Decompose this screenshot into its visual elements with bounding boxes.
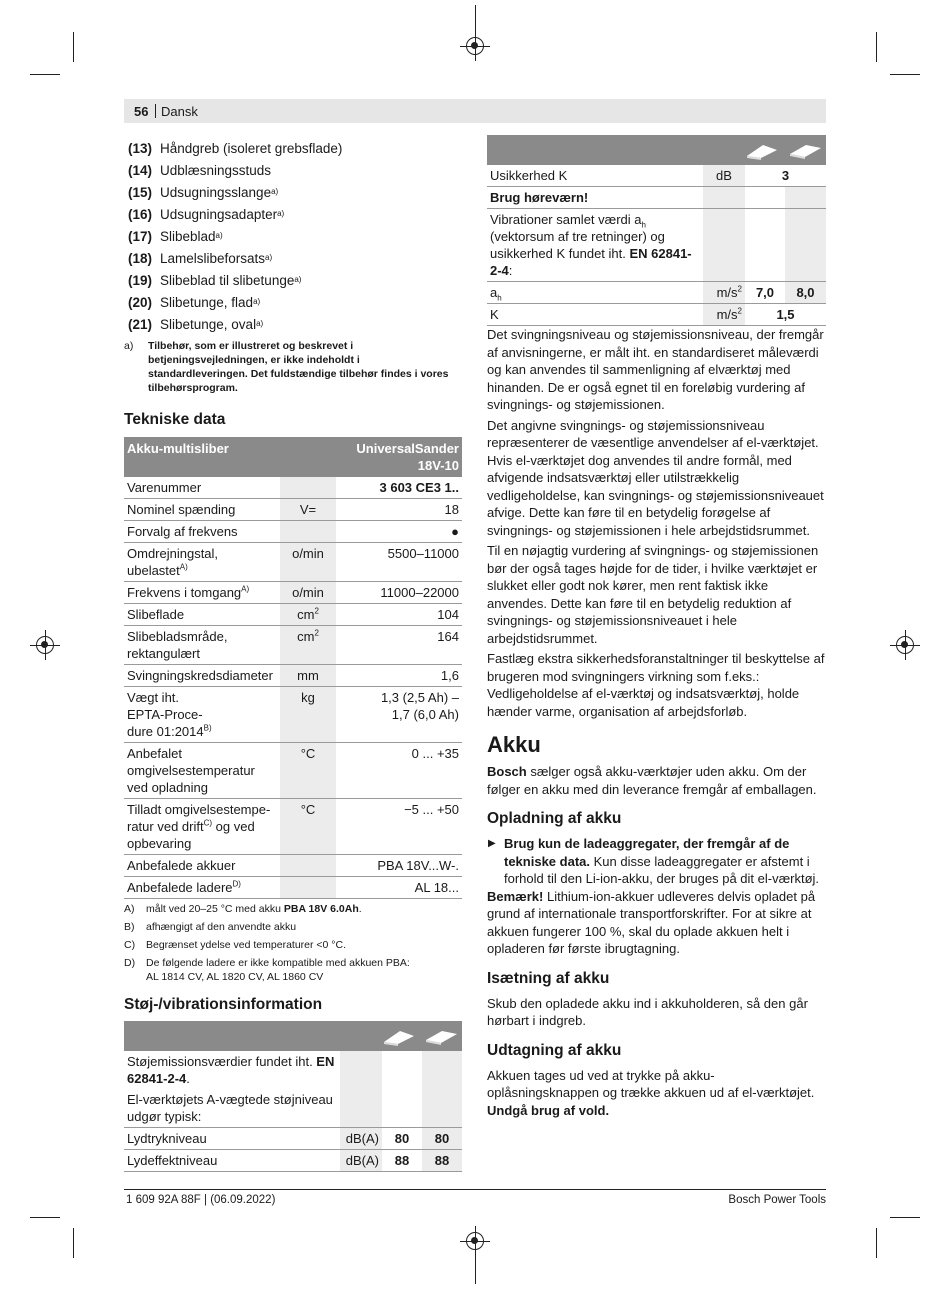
part-number: (19) xyxy=(128,272,153,288)
sanding-pad-rect-icon xyxy=(424,1028,458,1046)
row-unit: o/min xyxy=(280,582,336,604)
table-row xyxy=(124,877,462,899)
table-row xyxy=(487,282,826,304)
paragraph: Skub den opladede akku ind i akkuholderen, så den går hørbart i indgreb. xyxy=(487,995,808,1028)
table-row xyxy=(124,626,462,665)
footnote-text: Tilbehør, som er illustreret og beskrevet i betjeningsvejledningen, er ikke indeholdt i standardleveringen. Det fuldstændige tilbehør findes i vores tilbehørsprogram. xyxy=(148,340,449,394)
row-value: 5500–11000 xyxy=(336,543,462,582)
paragraph-text: sælger også akku-værktøjer uden akku. Om der følger en akku med din leverance fremgår af emballagen. xyxy=(487,764,817,797)
row-label-text: dure 01:2014 xyxy=(127,724,204,739)
row-unit: V= xyxy=(280,499,336,521)
value-cell xyxy=(785,187,826,209)
table-header-row xyxy=(124,437,462,477)
table-row xyxy=(124,582,462,604)
list-item-text xyxy=(504,835,826,888)
note-label: Bemærk! xyxy=(487,888,544,904)
intro-end: . xyxy=(186,1071,190,1086)
noise-table-header xyxy=(124,1021,462,1051)
row-label: Slibeflade xyxy=(124,604,280,626)
row-value xyxy=(336,687,462,743)
value-cell xyxy=(745,187,785,209)
value-cell xyxy=(422,1051,462,1089)
sanding-pad-rect-icon xyxy=(788,142,822,160)
row-label xyxy=(124,687,280,743)
table-row xyxy=(124,855,462,877)
noise-typical: El-værktøjets A-vægtede støjniveau udgør typisk: xyxy=(124,1089,340,1128)
ah-label: a xyxy=(490,285,498,300)
footnote-text-part: målt ved 20–25 °C med akku xyxy=(146,903,284,915)
part-number: (15) xyxy=(128,184,153,200)
intro-bold: EN 62841-2-4 xyxy=(127,1054,335,1086)
note-text: Lithium-ion-akkuer udleveres delvis opladet på grund af internationale transportforskrifter. For at sikre at akkuen fungerer 100 %, skal du oplade akkuen helt i opladeren før første ibrugtagning. xyxy=(487,888,816,956)
row-label: Nominel spænding xyxy=(124,499,280,521)
noise-intro xyxy=(124,1051,340,1089)
registration-mark-icon xyxy=(896,636,914,654)
list-item: (16) Udsugningsadapter a) xyxy=(124,203,462,225)
bullet-text: Kun disse ladeaggregater er afstemt i forhold til den Li-ion-akku, der bruges på dit el-værktøj. xyxy=(504,853,820,886)
row-value: 164 xyxy=(336,626,462,665)
row-label: Forvalg af frekvens xyxy=(124,521,280,543)
footnote-text: afhængigt af den anvendte akku xyxy=(146,921,297,933)
section-heading-noise: Støj-/vibrationsinformation xyxy=(124,996,323,1013)
table-row xyxy=(487,187,826,209)
table-row xyxy=(124,477,462,499)
table-row xyxy=(124,799,462,855)
registration-mark-icon xyxy=(36,636,54,654)
row-value: 0 ... +35 xyxy=(336,743,462,799)
table-row xyxy=(124,743,462,799)
paragraph-text: Akkuen tages ud ved at trykke på akku-oplåsningsknappen og trække akkuen ud af el-værktøjet. xyxy=(487,1067,815,1100)
sanding-pad-delta-icon xyxy=(382,1028,416,1046)
row-unit: kg xyxy=(280,687,336,743)
table-row xyxy=(124,1128,462,1150)
value-cell xyxy=(745,209,785,282)
row-label: Lydeffektniveau xyxy=(124,1150,340,1172)
unit-cell xyxy=(340,1051,382,1089)
footnote-bold: PBA 18V 6.0Ah xyxy=(283,903,359,915)
paragraph xyxy=(487,1067,826,1120)
unit-text: m/s xyxy=(716,307,738,322)
row-label-text: Anbefalede ladere xyxy=(127,880,233,895)
row-value-line: 1,7 (6,0 Ah) xyxy=(391,707,459,722)
unit-cell xyxy=(703,187,745,209)
noise-table xyxy=(124,1051,462,1172)
list-item: (21) Slibetunge, oval a) xyxy=(124,313,462,335)
row-label xyxy=(124,877,280,899)
row-label: Anbefalede akkuer xyxy=(124,855,280,877)
row-value: 88 xyxy=(422,1150,462,1172)
header-language: Dansk xyxy=(161,104,198,119)
paragraph xyxy=(487,888,826,958)
footer-divider xyxy=(124,1189,826,1190)
list-item: (17) Slibeblad a) xyxy=(124,225,462,247)
row-value: 3 603 CE3 1.. xyxy=(336,477,462,499)
row-unit xyxy=(280,521,336,543)
parts-list xyxy=(124,137,462,335)
part-label: Slibeblad xyxy=(160,228,216,244)
section-heading-tech: Tekniske data xyxy=(124,411,226,428)
vib-subscript: h xyxy=(641,220,646,230)
footnote-text xyxy=(146,902,362,916)
row-value: 80 xyxy=(382,1128,422,1150)
row-unit xyxy=(280,877,336,899)
crop-line xyxy=(475,1254,476,1284)
row-unit: dB(A) xyxy=(340,1128,382,1150)
row-unit: o/min xyxy=(280,543,336,582)
row-label xyxy=(124,799,280,855)
sanding-pad-delta-icon xyxy=(745,142,779,160)
value-cell xyxy=(382,1051,422,1089)
table-row xyxy=(124,1150,462,1172)
row-unit xyxy=(280,626,336,665)
row-label-line xyxy=(127,723,277,740)
part-number: (17) xyxy=(128,228,153,244)
brand-name: Bosch xyxy=(487,764,527,779)
footnote xyxy=(124,938,462,952)
part-number: (16) xyxy=(128,206,153,222)
row-value: 11000–22000 xyxy=(336,582,462,604)
crop-mark xyxy=(890,74,920,75)
footnote-text xyxy=(146,956,410,984)
row-value: 18 xyxy=(336,499,462,521)
row-label-text: Tilladt omgivelsestempe- xyxy=(127,802,271,817)
part-label: Udsugningsadapter xyxy=(160,206,278,222)
row-label: Varenummer xyxy=(124,477,280,499)
registration-mark-icon xyxy=(466,1232,484,1250)
unit-text: m/s xyxy=(716,285,738,300)
row-label-text: Frekvens i tomgang xyxy=(127,585,242,600)
unit-exponent: 2 xyxy=(737,306,742,316)
vib-bold: EN 62841-2-4 xyxy=(490,246,692,278)
paragraph: Fastlæg ekstra sikkerhedsforanstaltninger til beskyttelse af brugeren mod svingningers virkning som f.eks.: Vedligeholdelse af el-værktøj og indsatsværktøj, holde hænder varme, organisation af arbejdsforløb. xyxy=(487,651,825,719)
table-row xyxy=(124,1051,462,1089)
list-item xyxy=(487,835,826,888)
tech-footnotes xyxy=(124,902,462,984)
table-row xyxy=(124,604,462,626)
model-variant: 18V-10 xyxy=(417,458,459,473)
part-label: Slibetunge, flad xyxy=(160,294,254,310)
part-label: Slibeblad til slibetunge xyxy=(160,272,295,288)
crop-mark xyxy=(30,1217,60,1218)
table-row xyxy=(487,165,826,187)
subheading-remove: Udtagning af akku xyxy=(487,1041,622,1059)
row-unit xyxy=(280,604,336,626)
footnote-line: AL 1814 CV, AL 1820 CV, AL 1860 CV xyxy=(146,971,324,983)
parts-footnote xyxy=(124,339,462,395)
ah-subscript: h xyxy=(497,293,502,303)
unit-text: cm xyxy=(297,607,315,622)
list-item xyxy=(124,137,462,159)
part-label: Håndgreb (isoleret grebsflade) xyxy=(160,140,343,156)
row-label: Anbefalet omgivelsestemperatur ved opladning xyxy=(124,743,280,799)
part-label: Lamelslibeforsats xyxy=(160,250,266,266)
vib-end: : xyxy=(508,263,513,278)
row-label xyxy=(124,582,280,604)
list-item: (20) Slibetunge, flad a) xyxy=(124,291,462,313)
part-number: (14) xyxy=(128,162,153,178)
row-value-line: 1,3 (2,5 Ah) – xyxy=(380,690,459,705)
table-header-model xyxy=(336,437,462,477)
crop-mark xyxy=(30,74,60,75)
row-label-line: EPTA-Proce- xyxy=(127,707,203,722)
table-row xyxy=(124,543,462,582)
row-unit: dB xyxy=(703,165,745,187)
unit-cell xyxy=(703,209,745,282)
table-row xyxy=(487,304,826,326)
row-label-text: Omdrejningstal, ubelastet xyxy=(127,546,219,578)
vibration-table xyxy=(487,165,826,326)
left-column xyxy=(124,137,462,1172)
row-footnote-ref: B) xyxy=(203,723,212,733)
paragraph: Det angivne svingnings- og støjemissionsniveau repræsenterer de væsentlige anvendelser af el-værktøjet. Hvis el-værktøjet dog anvendes til andre formål, med afvigende indsatsværktøj eller utilstrækkelig vedligeholdelse, kan svingnings- og støjemissionsniveauet afvige. Dette kan føre til en betydelig forøgelse af svingnings- og støjemissionen i hele arbejdstidsrummet. xyxy=(487,417,824,538)
list-item: (18) Lamelslibeforsats a) xyxy=(124,247,462,269)
footnote-label: D) xyxy=(124,957,136,969)
row-unit xyxy=(703,304,745,326)
list-item: (19) Slibeblad til slibetunge a) xyxy=(124,269,462,291)
crop-mark xyxy=(876,32,877,62)
row-unit: °C xyxy=(280,799,336,855)
row-unit: mm xyxy=(280,665,336,687)
part-label: Udsugningsslange xyxy=(160,184,272,200)
crop-mark xyxy=(890,1217,920,1218)
row-value: PBA 18V...W-. xyxy=(336,855,462,877)
row-label xyxy=(124,543,280,582)
row-value: 88 xyxy=(382,1150,422,1172)
vibration-description xyxy=(487,209,703,282)
footnote xyxy=(124,920,462,934)
part-number: (21) xyxy=(128,316,153,332)
table-row xyxy=(124,665,462,687)
triangle-bullet-icon: ▶ xyxy=(488,838,496,849)
row-label: Lydtrykniveau xyxy=(124,1128,340,1150)
table-row xyxy=(487,209,826,282)
crop-mark xyxy=(73,1228,74,1258)
row-unit xyxy=(280,477,336,499)
table-row xyxy=(124,687,462,743)
row-label: Slibebladsmråde, rektangulært xyxy=(124,626,280,665)
tech-data-table xyxy=(124,437,462,899)
subheading-insert: Isætning af akku xyxy=(487,969,610,987)
page-number: 56 xyxy=(134,104,149,119)
paragraph-bold: Undgå brug af vold. xyxy=(487,1102,610,1118)
row-unit xyxy=(703,282,745,304)
row-value: ● xyxy=(336,521,462,543)
model-name: UniversalSander xyxy=(356,441,459,456)
footer-brand: Bosch Power Tools xyxy=(728,1194,826,1206)
row-value: 8,0 xyxy=(785,282,826,304)
crop-line xyxy=(475,5,476,35)
intro-text: Støjemissionsværdier fundet iht. xyxy=(127,1054,317,1069)
table-row xyxy=(124,521,462,543)
row-value: AL 18... xyxy=(336,877,462,899)
list-item: (15) Udsugningsslange a) xyxy=(124,181,462,203)
footnote-label: A) xyxy=(124,903,135,915)
vib-text: Vibrationer samlet værdi a xyxy=(490,212,642,227)
footnote-text: Begrænset ydelse ved temperaturer <0 °C. xyxy=(146,939,347,951)
unit-exponent: 2 xyxy=(314,628,319,638)
registration-mark-icon xyxy=(466,37,484,55)
crop-mark xyxy=(876,1228,877,1258)
row-footnote-ref: C) xyxy=(203,818,213,828)
row-label xyxy=(487,282,703,304)
row-label: Svingningskredsdiameter xyxy=(124,665,280,687)
unit-cell xyxy=(340,1089,382,1128)
row-unit: °C xyxy=(280,743,336,799)
footnote xyxy=(124,902,462,916)
footnote-label: C) xyxy=(124,939,136,951)
table-header-product: Akku-multisliber xyxy=(124,437,336,477)
row-footnote-ref: D) xyxy=(232,879,241,889)
unit-exponent: 2 xyxy=(314,606,319,616)
row-value: 80 xyxy=(422,1128,462,1150)
value-cell xyxy=(785,209,826,282)
subheading-charging: Opladning af akku xyxy=(487,810,622,827)
table-row xyxy=(124,499,462,521)
part-label: Udblæsningsstuds xyxy=(160,162,272,178)
list-item xyxy=(124,159,462,181)
row-value: 3 xyxy=(745,165,826,187)
row-footnote-ref: A) xyxy=(241,584,250,594)
row-label: Usikkerhed K xyxy=(487,165,703,187)
row-footnote-ref: A) xyxy=(179,562,188,572)
row-value: 104 xyxy=(336,604,462,626)
row-label-text: og ved opbevaring xyxy=(127,819,255,851)
row-label: K xyxy=(487,304,703,326)
row-label-line: Vægt iht. xyxy=(127,690,180,705)
bullet-bold: Brug kun de ladeaggregater, der fremgår af de tekniske data. xyxy=(504,836,790,869)
section-heading-akku: Akku xyxy=(487,732,541,757)
value-cell xyxy=(382,1089,422,1128)
footnote-label: B) xyxy=(124,921,135,933)
row-unit: dB(A) xyxy=(340,1150,382,1172)
row-value: 1,6 xyxy=(336,665,462,687)
row-unit xyxy=(280,855,336,877)
vibration-table-header xyxy=(487,135,826,165)
part-number: (20) xyxy=(128,294,153,310)
unit-text: cm xyxy=(297,629,315,644)
crop-mark xyxy=(73,32,74,62)
vib-text: (vektorsum af tre retninger) og usikkerhed K fundet iht. xyxy=(490,229,665,261)
footnote xyxy=(124,956,462,984)
paragraph xyxy=(487,763,826,798)
row-value: 7,0 xyxy=(745,282,785,304)
header-separator xyxy=(155,104,156,118)
part-label: Slibetunge, oval xyxy=(160,316,257,332)
part-number: (18) xyxy=(128,250,153,266)
row-label-text: ratur ved drift xyxy=(127,819,204,834)
unit-exponent: 2 xyxy=(737,284,742,294)
table-row xyxy=(124,1089,462,1128)
footer-doc-number: 1 609 92A 88F | (06.09.2022) xyxy=(126,1194,276,1206)
ear-protection-warning: Brug høreværn! xyxy=(487,187,703,209)
value-cell xyxy=(422,1089,462,1128)
row-value: −5 ... +50 xyxy=(336,799,462,855)
footnote-label: a) xyxy=(124,340,134,352)
footnote-end: . xyxy=(358,903,362,915)
right-column xyxy=(487,135,826,1122)
paragraph: Det svingningsniveau og støjemissionsniveau, der fremgår af anvisningerne, er målt iht. en standardiseret måleværdi og kan anvendes til sammenligning af elværktøj med hinanden. De er også egnet til en foreløbig vurdering af svingnings- og støjemissionen. xyxy=(487,327,824,412)
row-value: 1,5 xyxy=(745,304,826,326)
page-header xyxy=(124,99,826,123)
paragraph: Til en nøjagtig vurdering af svingnings- og støjemissionen bør der også tages højde for de tider, i hvilke værktøjet er slukket eller godt nok kører, men rent faktisk ikke anvendes. Dette kan føre til en betydelig reduktion af svingnings- og støjemissionsniveauet i hele arbejdstidsrummet. xyxy=(487,543,819,646)
footnote-line: De følgende ladere er ikke kompatible med akkuen PBA: xyxy=(146,957,410,969)
part-number: (13) xyxy=(128,140,153,156)
